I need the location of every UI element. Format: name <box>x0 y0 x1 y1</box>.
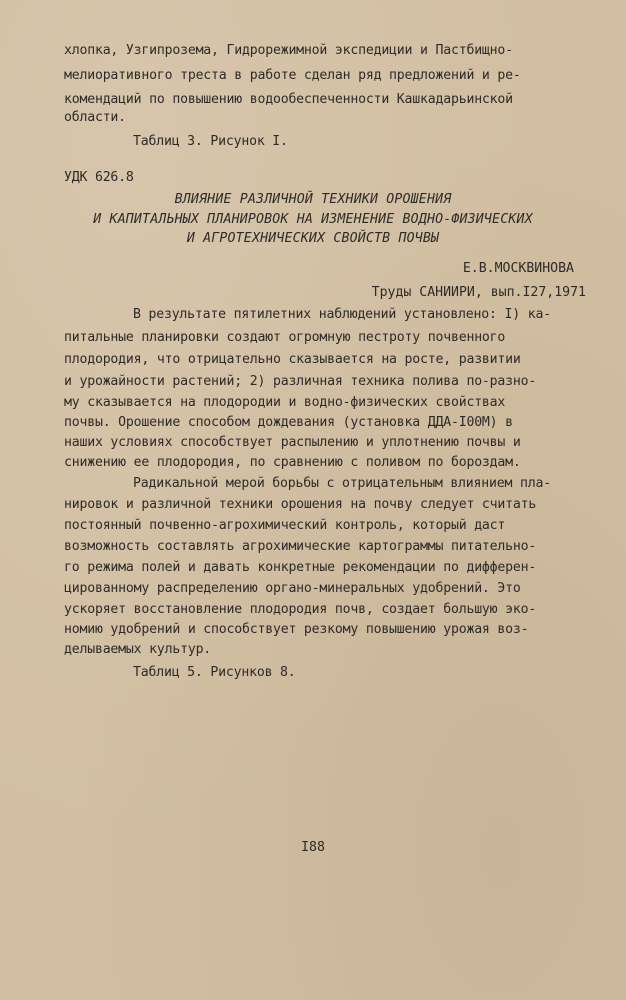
paragraph-line: му сказывается на плодородии и водно-физических свойствах <box>64 395 506 410</box>
article-source: Труды САНИИРИ, вып.I27,1971 <box>371 285 586 300</box>
paragraph-line: постоянный почвенно-агрохимический контроль, который даст <box>64 518 506 533</box>
article-author: Е.В.МОСКВИНОВА <box>462 261 574 276</box>
paragraph-line: цированному распределению органо-минеральных удобрений. Это <box>64 581 521 596</box>
paragraph-line: В результате пятилетних наблюдений установлено: I) ка- <box>133 307 551 322</box>
article-title-line: ВЛИЯНИЕ РАЗЛИЧНОЙ ТЕХНИКИ ОРОШЕНИЯ <box>174 192 452 207</box>
intro-line: хлопка, Узгипрозема, Гидрорежимной экспедиции и Пастбищно- <box>64 43 513 58</box>
paragraph-line: наших условиях способствует распылению и уплотнению почвы и <box>64 435 521 450</box>
paragraph-line: почвы. Орошение способом дождевания (установка ДДА-I00М) в <box>64 415 513 430</box>
paragraph-line: возможность составлять агрохимические картограммы питательно- <box>64 539 537 554</box>
paragraph-line: делываемых культур. <box>64 642 212 657</box>
paragraph-line: плодородия, что отрицательно сказывается на росте, развитии <box>64 352 521 367</box>
intro-tables-figures: Таблиц 3. Рисунок I. <box>133 134 288 149</box>
article-title-line: И КАПИТАЛЬНЫХ ПЛАНИРОВОК НА ИЗМЕНЕНИЕ ВОДНО-ФИЗИЧЕСКИХ <box>93 212 533 227</box>
paragraph-line: номию удобрений и способствует резкому повышению урожая воз- <box>64 622 529 637</box>
intro-line: области. <box>64 110 126 125</box>
paragraph-line: нировок и различной техники орошения на почву следует считать <box>64 497 537 512</box>
paragraph-line: Радикальной мерой борьбы с отрицательным влиянием пла- <box>133 476 551 491</box>
article-tables-figures: Таблиц 5. Рисунков 8. <box>133 665 296 680</box>
paragraph-line: го режима полей и давать конкретные рекомендации по дифферен- <box>64 560 537 575</box>
intro-line: мелиоративного треста в работе сделан ряд предложений и ре- <box>64 68 521 83</box>
udk-code: УДК 626.8 <box>64 170 134 185</box>
paragraph-line: и урожайности растений; 2) различная техника полива по-разно- <box>64 374 537 389</box>
intro-line: комендаций по повышению водообеспеченности Кашкадарьинской <box>64 92 513 107</box>
paragraph-line: ускоряет восстановление плодородия почв, создает большую эко- <box>64 602 537 617</box>
article-title-line: И АГРОТЕХНИЧЕСКИХ СВОЙСТВ ПОЧВЫ <box>186 231 440 246</box>
paragraph-line: питальные планировки создают огромную пестроту почвенного <box>64 330 506 345</box>
page-number: I88 <box>301 840 325 855</box>
paragraph-line: снижению ее плодородия, по сравнению с поливом по бороздам. <box>64 455 521 470</box>
